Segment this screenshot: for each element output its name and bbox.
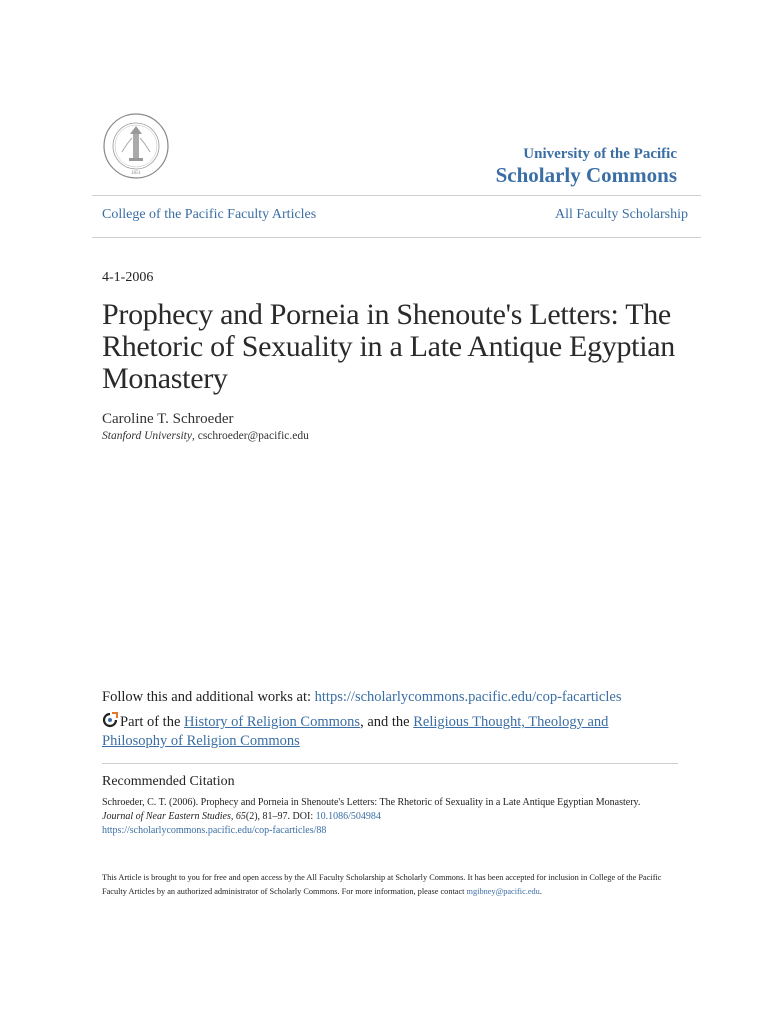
access-notice [102, 871, 662, 898]
nav-divider [92, 237, 701, 238]
part-of-line [102, 712, 672, 751]
svg-text:1851: 1851 [131, 171, 141, 176]
collection-link[interactable]: College of the Pacific Faculty Articles [102, 207, 317, 222]
article-title: Prophecy and Porneia in Shenoute's Letters: The Rhetoric of Sexuality in a Late Antique Egyptian Monastery [102, 298, 675, 395]
citation-line3 [102, 824, 692, 838]
author-name: Caroline T. Schroeder [102, 411, 234, 427]
notice-text: This Article is brought to you for free and open access by the All Faculty Scholarship at Scholarly Commons. It has been accepted for inclusion in College of the Pacific Faculty Articles by an authorized administrator of Scholarly Commons. For more information, please contact [102, 873, 662, 896]
university-seal-icon [102, 112, 170, 180]
citation-divider [102, 763, 678, 764]
collection-url-link[interactable]: https://scholarlycommons.pacific.edu/cop-facarticles [314, 689, 622, 705]
author-affiliation: Stanford University, cschroeder@pacific.edu [102, 430, 309, 442]
citation-line2 [102, 810, 692, 824]
follow-line [102, 689, 621, 706]
citation-issue: (2), 81–97. DOI: [245, 811, 316, 822]
affiliation-name: Stanford University [102, 430, 192, 442]
university-name: University of the Pacific [523, 146, 677, 162]
open-access-icon [102, 712, 118, 728]
contact-email-link[interactable]: mgibney@pacific.edu [466, 886, 540, 896]
all-scholarship-link[interactable]: All Faculty Scholarship [555, 207, 688, 222]
doi-link[interactable]: 10.1086/504984 [315, 811, 381, 822]
header-divider [92, 195, 701, 196]
part-of-prefix: Part of the [120, 714, 185, 730]
repository-name: Scholarly Commons [495, 163, 677, 187]
history-religion-link[interactable]: History of Religion Commons [184, 714, 361, 730]
citation-text [102, 796, 692, 838]
author-email: cschroeder@pacific.edu [197, 430, 309, 442]
citation-heading: Recommended Citation [102, 774, 235, 789]
publication-date: 4-1-2006 [102, 270, 154, 285]
citation-url-link[interactable]: https://scholarlycommons.pacific.edu/cop-facarticles/88 [102, 825, 327, 836]
citation-line1: Schroeder, C. T. (2006). Prophecy and Porneia in Shenoute's Letters: The Rhetoric of Sexuality in a Late Antique Egyptian Monastery. [102, 797, 641, 808]
religious-thought-link[interactable]: Religious Thought, Theology and Philosophy of Religion Commons [102, 714, 609, 749]
citation-journal: Journal of Near Eastern Studies, 65 [102, 811, 246, 822]
notice-end: . [539, 886, 542, 896]
part-of-middle: , and the [360, 714, 414, 730]
follow-prefix: Follow this and additional works at: [102, 689, 315, 705]
repository-brand[interactable] [496, 145, 677, 187]
